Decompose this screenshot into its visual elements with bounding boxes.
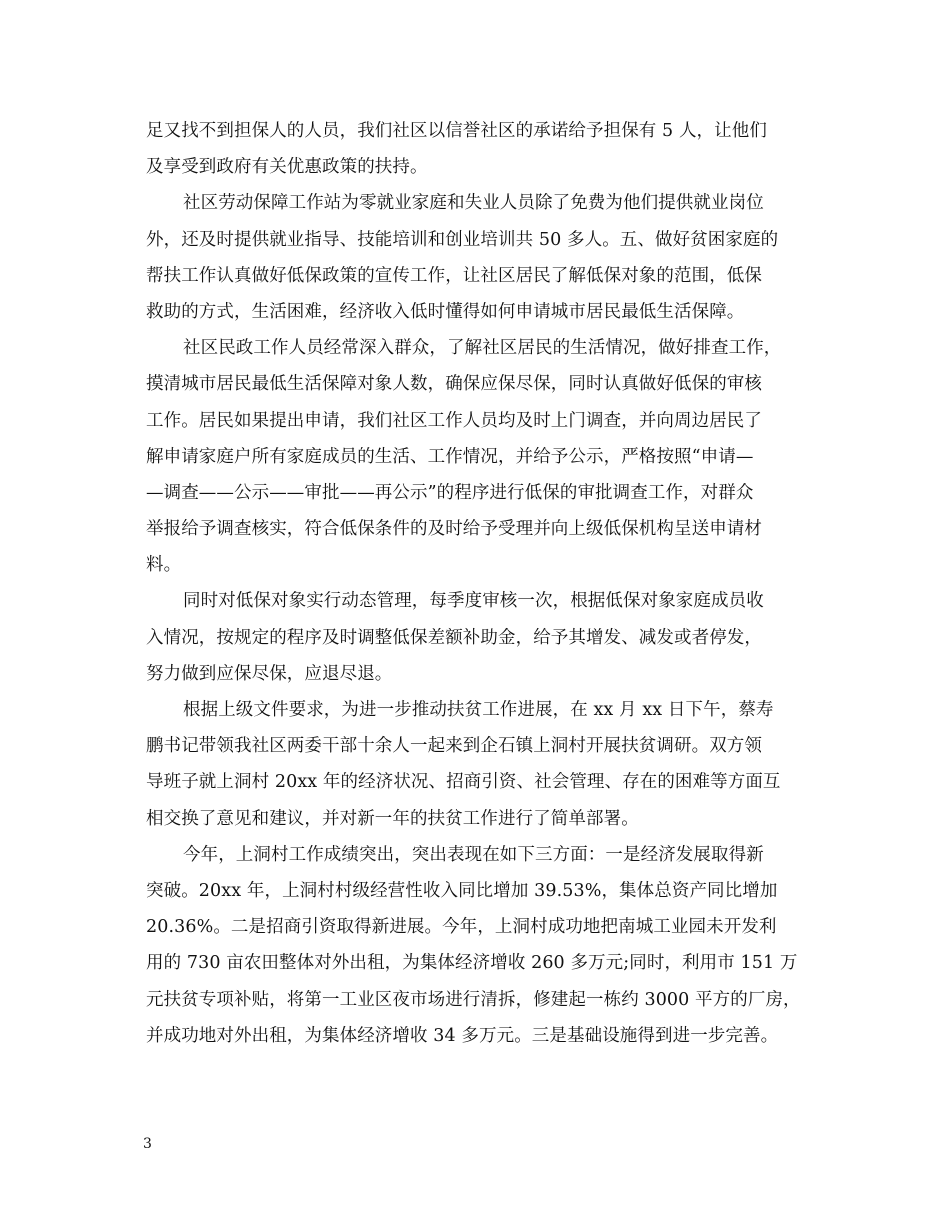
page-number: 3 (143, 1136, 152, 1152)
text-line: 解申请家庭户所有家庭成员的生活、工作情况，并给予公示，严格按照“申请— (146, 446, 754, 467)
text-line: —调查——公示——审批——再公示”的程序进行低保的审批调查工作，对群众 (146, 482, 754, 503)
text-line: 鹏书记带领我社区两委干部十余人一起来到企石镇上洞村开展扶贫调研。双方领 (146, 736, 762, 757)
text-line: 社区民政工作人员经常深入群众，了解社区居民的生活情况，做好排查工作， (183, 338, 782, 359)
text-line: 元扶贫专项补贴，将第一工业区夜市场进行清拆，修建起一栋约 3000 平方的厂房， (146, 989, 801, 1010)
text-line: 外，还及时提供就业指导、技能培训和创业培训共 50 多人。五、做好贫困家庭的 (146, 229, 779, 250)
text-line: 努力做到应保尽保，应退尽退。 (146, 663, 393, 684)
text-line: 摸清城市居民最低生活保障对象人数，确保应保尽保，同时认真做好低保的审核 (146, 374, 762, 395)
text-line: 举报给予调查核实，符合低保条件的及时给予受理并向上级低保机构呈送申请材 (146, 519, 762, 540)
text-line: 入情况，按规定的程序及时调整低保差额补助金，给予其增发、减发或者停发， (146, 627, 762, 648)
text-line: 突破。20xx 年，上洞村村级经营性收入同比增加 39.53%，集体总资产同比增加 (146, 880, 778, 901)
text-line: 工作。居民如果提出申请，我们社区工作人员均及时上门调查，并向周边居民了 (146, 410, 762, 431)
text-line: 足又找不到担保人的人员，我们社区以信誉社区的承诺给予担保有 5 人，让他们 (146, 121, 767, 141)
text-line: 今年，上洞村工作成绩突出，突出表现在如下三方面：一是经济发展取得新 (183, 844, 764, 865)
text-line: 及享受到政府有关优惠政策的扶持。 (146, 157, 428, 178)
text-line: 用的 730 亩农田整体对外出租，为集体经济增收 260 多万元;同时，利用市 151 万 (146, 953, 798, 974)
text-line: 20.36%。二是招商引资取得新进展。今年，上洞村成功地把南城工业园未开发利 (146, 917, 777, 938)
text-line: 同时对低保对象实行动态管理，每季度审核一次，根据低保对象家庭成员收 (183, 591, 764, 612)
text-line: 相交换了意见和建议，并对新一年的扶贫工作进行了简单部署。 (146, 808, 639, 829)
text-line: 帮扶工作认真做好低保政策的宣传工作，让社区居民了解低保对象的范围，低保 (146, 265, 762, 286)
document-body (146, 113, 806, 1054)
text-line: 并成功地对外出租，为集体经济增收 34 多万元。三是基础设施得到进一步完善。 (146, 1025, 779, 1046)
text-line: 根据上级文件要求，为进一步推动扶贫工作进展，在 xx 月 xx 日下午，蔡寿 (183, 700, 774, 720)
text-line: 导班子就上洞村 20xx 年的经济状况、招商引资、社会管理、存在的困难等方面互 (146, 772, 781, 793)
text-line: 社区劳动保障工作站为零就业家庭和失业人员除了免费为他们提供就业岗位 (183, 193, 764, 214)
text-line: 料。 (146, 555, 182, 576)
text-line: 救助的方式，生活困难，经济收入低时懂得如何申请城市居民最低生活保障。 (146, 301, 745, 322)
